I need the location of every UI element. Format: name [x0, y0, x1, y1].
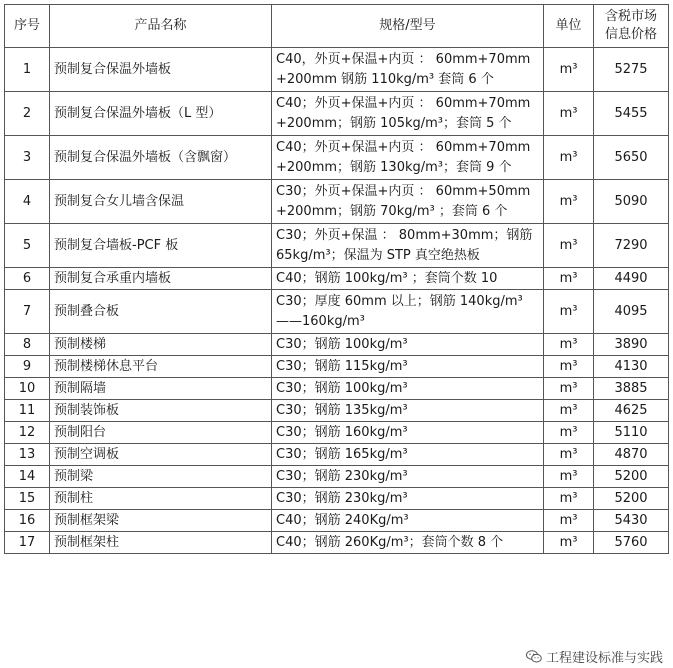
cell-unit: m³ [544, 444, 594, 466]
cell-unit: m³ [544, 422, 594, 444]
header-name: 产品名称 [50, 5, 272, 48]
cell-no: 15 [5, 488, 50, 510]
cell-unit: m³ [544, 400, 594, 422]
cell-spec: C30；钢筋 230kg/m³ [272, 488, 544, 510]
cell-unit: m³ [544, 136, 594, 180]
table-row [5, 466, 669, 488]
cell-price: 4490 [594, 268, 669, 290]
cell-name: 预制阳台 [50, 422, 272, 444]
cell-unit: m³ [544, 268, 594, 290]
cell-unit: m³ [544, 532, 594, 554]
cell-unit: m³ [544, 488, 594, 510]
cell-unit: m³ [544, 334, 594, 356]
cell-name: 预制复合墙板-PCF 板 [50, 224, 272, 268]
cell-spec: C40；外页+保温+内页 ： 60mm+70mm +200mm；钢筋 130kg/m³；套筒 9 个 [272, 136, 544, 180]
cell-no: 6 [5, 268, 50, 290]
cell-spec: C30；钢筋 100kg/m³ [272, 334, 544, 356]
cell-spec: C40，外页+保温+内页 ： 60mm+70mm +200mm 钢筋 110kg/m³ 套筒 6 个 [272, 48, 544, 92]
cell-spec: C30；钢筋 160kg/m³ [272, 422, 544, 444]
table-row [5, 510, 669, 532]
table-row [5, 268, 669, 290]
cell-price: 4870 [594, 444, 669, 466]
table-row [5, 180, 669, 224]
cell-spec: C40；外页+保温+内页 ： 60mm+70mm +200mm；钢筋 105kg/m³；套筒 5 个 [272, 92, 544, 136]
table-row [5, 334, 669, 356]
header-spec: 规格/型号 [272, 5, 544, 48]
cell-no: 8 [5, 334, 50, 356]
cell-price: 4130 [594, 356, 669, 378]
cell-spec: C30；钢筋 230kg/m³ [272, 466, 544, 488]
header-no: 序号 [5, 5, 50, 48]
cell-unit: m³ [544, 290, 594, 334]
cell-price: 5275 [594, 48, 669, 92]
table-row [5, 378, 669, 400]
cell-unit: m³ [544, 92, 594, 136]
cell-name: 预制框架梁 [50, 510, 272, 532]
cell-unit: m³ [544, 466, 594, 488]
cell-no: 12 [5, 422, 50, 444]
cell-name: 预制复合保温外墙板 [50, 48, 272, 92]
cell-spec: C40；钢筋 240Kg/m³ [272, 510, 544, 532]
table-row [5, 488, 669, 510]
table-row [5, 422, 669, 444]
cell-no: 3 [5, 136, 50, 180]
cell-name: 预制楼梯休息平台 [50, 356, 272, 378]
cell-price: 5650 [594, 136, 669, 180]
cell-name: 预制叠合板 [50, 290, 272, 334]
cell-no: 2 [5, 92, 50, 136]
cell-unit: m³ [544, 224, 594, 268]
cell-no: 1 [5, 48, 50, 92]
table-row [5, 136, 669, 180]
cell-price: 5110 [594, 422, 669, 444]
cell-spec: C30；钢筋 100kg/m³ [272, 378, 544, 400]
cell-no: 7 [5, 290, 50, 334]
cell-spec: C40；钢筋 260Kg/m³；套筒个数 8 个 [272, 532, 544, 554]
cell-unit: m³ [544, 356, 594, 378]
table-row [5, 356, 669, 378]
cell-no: 13 [5, 444, 50, 466]
cell-price: 5200 [594, 466, 669, 488]
cell-spec: C30；外页+保温 ： 80mm+30mm；钢筋 65kg/m³；保温为 STP 真空绝热板 [272, 224, 544, 268]
cell-price: 5455 [594, 92, 669, 136]
watermark-text: 工程建设标准与实践 [545, 651, 663, 666]
cell-name: 预制柱 [50, 488, 272, 510]
cell-unit: m³ [544, 378, 594, 400]
cell-no: 4 [5, 180, 50, 224]
cell-spec: C40；钢筋 100kg/m³ ；套筒个数 10 [272, 268, 544, 290]
cell-unit: m³ [544, 180, 594, 224]
cell-no: 14 [5, 466, 50, 488]
cell-no: 9 [5, 356, 50, 378]
cell-name: 预制装饰板 [50, 400, 272, 422]
cell-name: 预制楼梯 [50, 334, 272, 356]
table-row [5, 48, 669, 92]
table-row [5, 444, 669, 466]
cell-price: 7290 [594, 224, 669, 268]
cell-name: 预制复合保温外墙板（含飘窗） [50, 136, 272, 180]
cell-unit: m³ [544, 48, 594, 92]
table-row [5, 224, 669, 268]
cell-unit: m³ [544, 510, 594, 532]
cell-spec: C30；钢筋 165kg/m³ [272, 444, 544, 466]
cell-spec: C30；钢筋 135kg/m³ [272, 400, 544, 422]
table-body [5, 48, 669, 554]
cell-price: 5760 [594, 532, 669, 554]
cell-price: 4625 [594, 400, 669, 422]
header-unit: 单位 [544, 5, 594, 48]
cell-price: 4095 [594, 290, 669, 334]
price-table [4, 4, 669, 554]
watermark [526, 647, 663, 666]
table-row [5, 92, 669, 136]
cell-no: 11 [5, 400, 50, 422]
cell-price: 5430 [594, 510, 669, 532]
cell-name: 预制复合女儿墙含保温 [50, 180, 272, 224]
cell-no: 10 [5, 378, 50, 400]
cell-spec: C30；厚度 60mm 以上；钢筋 140kg/m³ ——160kg/m³ [272, 290, 544, 334]
cell-name: 预制复合保温外墙板（L 型） [50, 92, 272, 136]
cell-name: 预制空调板 [50, 444, 272, 466]
cell-price: 5090 [594, 180, 669, 224]
cell-no: 17 [5, 532, 50, 554]
cell-price: 5200 [594, 488, 669, 510]
table-row [5, 400, 669, 422]
wechat-icon [526, 650, 542, 663]
cell-name: 预制梁 [50, 466, 272, 488]
cell-price: 3885 [594, 378, 669, 400]
cell-name: 预制框架柱 [50, 532, 272, 554]
header-row [5, 5, 669, 48]
cell-no: 16 [5, 510, 50, 532]
cell-spec: C30；钢筋 115kg/m³ [272, 356, 544, 378]
header-price: 含税市场 信息价格 [594, 5, 669, 48]
cell-spec: C30；外页+保温+内页 ： 60mm+50mm +200mm；钢筋 70kg/m³ ；套筒 6 个 [272, 180, 544, 224]
table-row [5, 290, 669, 334]
cell-no: 5 [5, 224, 50, 268]
cell-name: 预制复合承重内墙板 [50, 268, 272, 290]
cell-price: 3890 [594, 334, 669, 356]
table-row [5, 532, 669, 554]
cell-name: 预制隔墙 [50, 378, 272, 400]
